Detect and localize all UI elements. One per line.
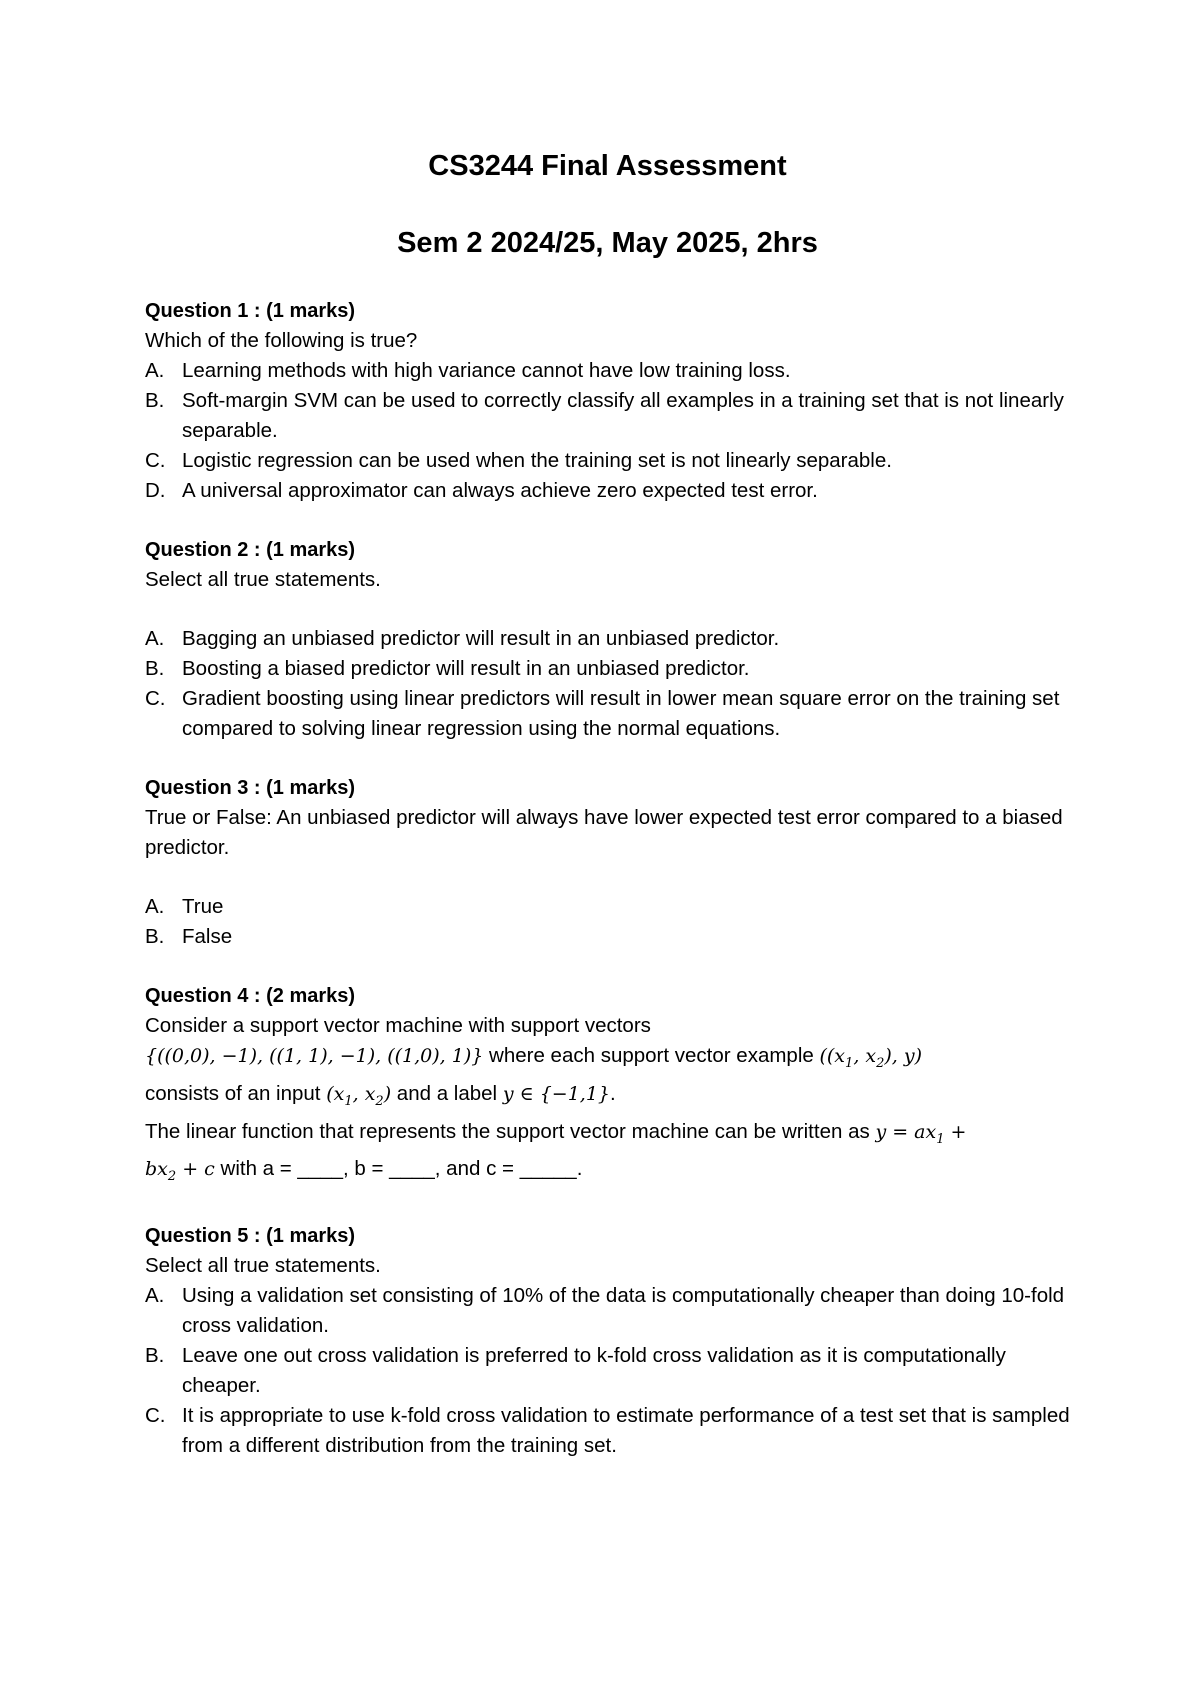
- question-prompt: Which of the following is true?: [145, 329, 418, 352]
- option-text: False: [182, 925, 233, 948]
- eq-y-ax: y = ax: [875, 1120, 937, 1143]
- option-a: [145, 1281, 1070, 1341]
- option-letter: D.: [145, 479, 166, 502]
- option-letter: B.: [145, 657, 165, 680]
- question-prompt: Select all true statements.: [145, 1254, 381, 1278]
- option-text: Using a validation set consisting of 10% of the data is computationally cheaper than doing 10-fold cross validation.: [182, 1284, 1065, 1338]
- option-letter: C.: [145, 687, 166, 710]
- option-c: [145, 446, 1070, 476]
- option-d: [145, 476, 1070, 506]
- option-letter: B.: [145, 389, 165, 412]
- question-prompt: Select all true statements.: [145, 568, 381, 591]
- support-vector-description: where each support vector example: [483, 1044, 820, 1067]
- blanks-line: [145, 1154, 1070, 1192]
- equation-part-1: [875, 1120, 967, 1147]
- question-prompt: True or False: An unbiased predictor will always have lower expected test error compared to a biased predictor.: [145, 806, 1063, 859]
- support-vector-line: [145, 1041, 1070, 1079]
- option-a: [145, 892, 1070, 922]
- question-heading: Question 5 : (1 marks): [145, 1225, 356, 1248]
- option-text: A universal approximator can always achieve zero expected test error.: [182, 479, 818, 502]
- question-3: [145, 773, 1070, 952]
- option-list: [145, 356, 1070, 506]
- option-letter: B.: [145, 925, 165, 948]
- linear-function-text: The linear function that represents the support vector machine can be written as: [145, 1119, 876, 1143]
- option-letter: A.: [145, 895, 165, 918]
- subscript: 1: [344, 1093, 353, 1109]
- example-close: ), y): [884, 1045, 923, 1067]
- example-mid: , x: [853, 1045, 877, 1067]
- spacer: [145, 595, 1070, 624]
- question-heading: Question 4 : (2 marks): [145, 985, 356, 1007]
- input-close: ): [383, 1082, 392, 1105]
- option-text: True: [182, 895, 224, 918]
- option-list: [145, 624, 1070, 744]
- option-list: [145, 892, 1070, 952]
- question-4: [145, 981, 1070, 1192]
- input-notation: [326, 1082, 392, 1109]
- subscript: 1: [936, 1131, 945, 1147]
- option-text: Gradient boosting using linear predictors will result in lower mean square error on the training set compared to solving linear regression using the normal equations.: [182, 687, 1060, 740]
- linear-function-line: [145, 1117, 1070, 1155]
- question-heading: Question 1 : (1 marks): [145, 300, 356, 322]
- input-label-line: [145, 1079, 1070, 1117]
- input-open: (x: [326, 1082, 345, 1105]
- eq-plus-c: + c: [176, 1158, 215, 1181]
- subscript: 2: [876, 1055, 885, 1071]
- option-a: [145, 624, 1070, 654]
- option-letter: A.: [145, 627, 165, 650]
- option-c: [145, 684, 1070, 744]
- example-open: ((x: [819, 1045, 846, 1067]
- option-text: Leave one out cross validation is preferred to k-fold cross validation as it is computationally cheaper.: [182, 1344, 1006, 1398]
- question-5: [145, 1221, 1070, 1461]
- option-text: Soft-margin SVM can be used to correctly classify all examples in a training set that is not linearly separable.: [182, 389, 1064, 442]
- option-a: [145, 356, 1070, 386]
- page-title: CS3244 Final Assessment: [428, 150, 787, 182]
- input-text: consists of an input: [145, 1081, 327, 1105]
- question-heading: Question 3 : (1 marks): [145, 777, 356, 799]
- equation-part-2: [145, 1158, 215, 1185]
- option-text: It is appropriate to use k-fold cross validation to estimate performance of a test set that is sampled from a different distribution from the training set.: [182, 1404, 1070, 1458]
- period: .: [610, 1081, 616, 1105]
- question-heading: Question 2 : (1 marks): [145, 539, 356, 561]
- example-notation: [819, 1045, 923, 1071]
- option-letter: C.: [145, 449, 166, 472]
- question-prompt: Consider a support vector machine with support vectors: [145, 1014, 651, 1037]
- label-set: y ∈ {−1,1}: [502, 1082, 611, 1105]
- option-list: [145, 1281, 1070, 1461]
- option-c: [145, 1401, 1070, 1461]
- option-b: [145, 922, 1070, 952]
- option-text: Boosting a biased predictor will result in an unbiased predictor.: [182, 657, 750, 680]
- option-b: [145, 654, 1070, 684]
- option-letter: A.: [145, 359, 165, 382]
- eq-plus: +: [944, 1120, 967, 1143]
- subscript: 1: [845, 1055, 854, 1071]
- option-b: [145, 386, 1070, 446]
- subscript: 2: [167, 1169, 177, 1185]
- subscript: 2: [375, 1093, 384, 1109]
- eq-bx: bx: [145, 1158, 168, 1181]
- label-text: and a label: [391, 1081, 503, 1105]
- question-1: [145, 296, 1070, 506]
- option-text: Logistic regression can be used when the training set is not linearly separable.: [182, 449, 892, 472]
- page-subtitle: Sem 2 2024/25, May 2025, 2hrs: [397, 227, 818, 259]
- spacer: [145, 863, 1070, 892]
- option-letter: C.: [145, 1404, 166, 1428]
- support-vector-set: {((0,0), −1), ((1, 1), −1), ((1,0), 1)}: [145, 1045, 484, 1067]
- input-mid: , x: [352, 1082, 376, 1105]
- option-text: Bagging an unbiased predictor will result in an unbiased predictor.: [182, 627, 780, 650]
- option-letter: A.: [145, 1284, 165, 1308]
- option-letter: B.: [145, 1344, 165, 1368]
- option-text: Learning methods with high variance cannot have low training loss.: [182, 359, 791, 382]
- question-2: [145, 535, 1070, 744]
- answer-blanks: with a = ____, b = ____, and c = _____.: [214, 1157, 583, 1181]
- option-b: [145, 1341, 1070, 1401]
